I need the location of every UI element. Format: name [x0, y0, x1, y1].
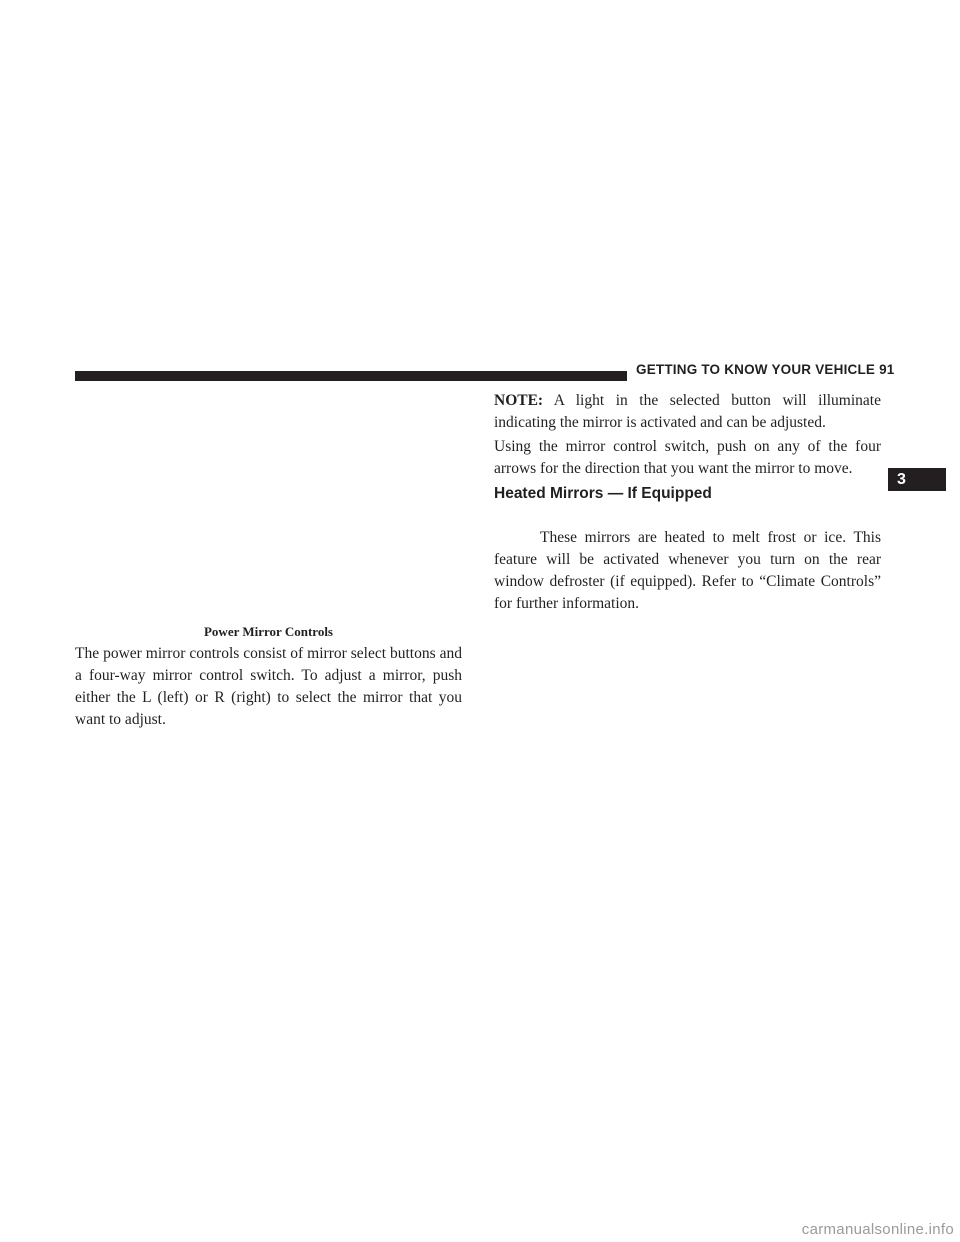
power-mirror-paragraph: The power mirror controls consist of mirror select buttons and a four-way mirror control switch. To adjust a mirror, push either the L (left) or R (right) to select the mirror that you want to adjust. — [75, 645, 462, 728]
heated-mirrors-paragraph: These mirrors are heated to melt frost or ice. This feature will be activated whenever you turn on the rear window defroster (if equipped). Refer to “Climate Controls” for further information. — [494, 529, 881, 612]
chapter-tab: 3 — [888, 468, 946, 491]
note-text: A light in the selected button will illuminate indicating the mirror is activated and can be adjusted. — [494, 392, 881, 431]
mirror-switch-paragraph: Using the mirror control switch, push on any of the four arrows for the direction that you want the mirror to move. — [494, 438, 881, 477]
section-heading: Heated Mirrors — If Equipped — [494, 485, 712, 502]
header-rule — [75, 371, 627, 381]
note-paragraph — [494, 390, 881, 434]
figure-caption: Power Mirror Controls — [203, 624, 333, 639]
running-header: GETTING TO KNOW YOUR VEHICLE 91 — [636, 362, 895, 377]
note-label: NOTE: — [494, 392, 544, 409]
watermark: carmanualsonline.info — [801, 1221, 954, 1238]
